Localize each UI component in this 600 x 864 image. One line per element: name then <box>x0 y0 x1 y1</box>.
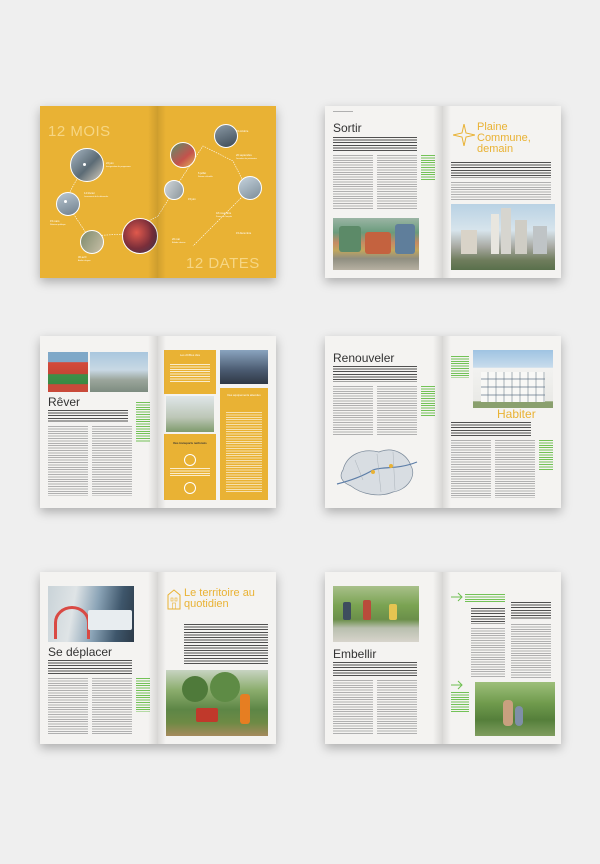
big-title-12-dates: 12 DATES <box>186 255 260 272</box>
photo-circle-mural <box>170 142 196 168</box>
spread-renouveler[interactable] <box>325 336 561 508</box>
intro-paragraph <box>333 662 417 676</box>
intro-paragraph <box>48 410 128 422</box>
big-title-12-mois: 12 MOIS <box>48 123 111 140</box>
sidebar-green-notes <box>421 155 435 181</box>
section-title-rever: Rêver <box>48 395 81 409</box>
key-figures-box <box>164 350 216 500</box>
photo-train-station <box>48 586 134 642</box>
page-right <box>158 336 276 508</box>
photo-circle-street <box>164 180 184 200</box>
page-left <box>325 336 443 508</box>
spread-12-mois[interactable] <box>40 106 276 278</box>
transport-list <box>170 468 210 476</box>
equipment-box <box>220 388 268 500</box>
intro-paragraph <box>333 366 417 382</box>
photo-circle-architecture <box>238 176 262 200</box>
section-title-renouveler: Renouveler <box>333 351 395 365</box>
body-column-1 <box>48 678 88 734</box>
section-title-territoire: Le territoire au quotidien <box>184 587 255 610</box>
building-icon <box>166 588 182 610</box>
key-figures-heading: Les chiffres clés <box>179 353 200 357</box>
event-date-10: 15 décembre <box>236 232 252 235</box>
transport-heading: Des transports renforcés <box>173 441 207 445</box>
event-date-9: 18 novembre <box>216 212 232 215</box>
page-left <box>325 572 443 744</box>
key-figures-list <box>170 364 210 382</box>
body-column-2 <box>377 155 417 209</box>
timeline-dot <box>83 163 86 166</box>
photo-circle-tower <box>56 192 80 216</box>
event-date-1: 22 juin <box>106 162 114 165</box>
photo-circle-crowd <box>214 124 238 148</box>
spread-se-deplacer[interactable] <box>40 572 276 744</box>
page-left <box>40 106 158 278</box>
page-left <box>40 336 158 508</box>
intro-paragraph <box>184 624 268 664</box>
photo-circle-people <box>80 230 104 254</box>
equipment-heading: Des équipements attendus <box>227 393 261 397</box>
arrow-right-icon-2 <box>451 680 463 690</box>
event-date-11: 20 mai <box>172 238 180 241</box>
event-text-7: Saison culturelle <box>198 176 213 178</box>
body-column-1 <box>333 155 373 209</box>
event-date-3: 15 mars <box>50 220 60 223</box>
metro-icon <box>184 454 196 466</box>
event-date-8: 15 juin <box>188 198 196 201</box>
photo-street-art-crowd <box>333 218 419 270</box>
page-right <box>158 106 276 278</box>
event-date-2: 14 février <box>84 192 95 195</box>
event-text-2: Lancement de la démarche <box>84 196 109 198</box>
quote-left <box>471 608 505 624</box>
event-text-5: Journées du patrimoine <box>236 158 257 160</box>
intro-paragraph <box>451 422 531 436</box>
body-column-2 <box>92 678 132 734</box>
tram-icon <box>184 482 196 494</box>
body-column-1 <box>451 440 491 498</box>
equipment-list <box>226 412 262 492</box>
section-title-plaine-commune: Plaine Commune, demain <box>477 121 531 155</box>
photo-housing-render <box>166 396 214 432</box>
event-date-4: 30 avril <box>78 256 87 259</box>
sub-box-white <box>164 394 216 434</box>
arrow-right-icon <box>451 592 463 602</box>
timeline-dot <box>64 200 67 203</box>
photo-stadium <box>48 352 88 392</box>
spread-embellir[interactable] <box>325 572 561 744</box>
page-left <box>40 572 158 744</box>
section-title-habiter: Habiter <box>497 407 536 421</box>
body-text <box>451 182 551 200</box>
photo-circle-event <box>122 218 158 254</box>
photo-gardener <box>166 670 268 736</box>
event-date-7: 6 juillet <box>198 172 207 175</box>
body-column-1 <box>471 628 505 678</box>
photo-riverside <box>90 352 148 392</box>
intro-paragraph <box>333 137 417 151</box>
section-title-sortir: Sortir <box>333 121 362 135</box>
body-column-1 <box>333 680 373 734</box>
event-date-6: 15 octobre <box>236 130 249 133</box>
running-header <box>333 111 353 113</box>
event-text-4: Atelier citoyen <box>78 260 91 262</box>
sidebar-green-notes <box>451 356 469 378</box>
photo-family-forest <box>475 682 555 736</box>
photo-white-housing <box>473 350 553 408</box>
sidebar-green-notes <box>136 678 150 712</box>
page-right <box>443 106 561 278</box>
event-text-11: Balade urbaine <box>172 242 186 244</box>
star-icon <box>453 124 475 146</box>
event-text-3: Réunion publique <box>50 224 66 226</box>
body-column-1 <box>333 386 373 436</box>
territory-map <box>333 440 419 500</box>
intro-paragraph <box>451 162 551 178</box>
body-column-2 <box>377 386 417 436</box>
page-left <box>325 106 443 278</box>
spread-sortir[interactable] <box>325 106 561 278</box>
photo-city-skyline <box>451 204 555 270</box>
sidebar-green-notes <box>451 692 469 712</box>
body-column-2 <box>377 680 417 734</box>
event-date-5: 20 septembre <box>236 154 252 157</box>
section-title-se-deplacer: Se déplacer <box>48 645 113 659</box>
body-column-2 <box>495 440 535 498</box>
sidebar-green-notes <box>421 386 435 416</box>
event-text-1: Inauguration du programme <box>106 166 131 168</box>
photo-circle-buildings <box>70 148 104 182</box>
quote-right <box>511 602 551 620</box>
page-right <box>443 336 561 508</box>
sidebar-green-notes <box>136 402 150 442</box>
photo-community-garden <box>333 586 419 642</box>
intro-paragraph <box>48 660 132 674</box>
event-text-9: Forum de l'emploi <box>216 216 232 218</box>
section-title-embellir: Embellir <box>333 647 377 661</box>
page-right <box>443 572 561 744</box>
body-column-1 <box>48 426 88 496</box>
body-column-2 <box>511 624 551 678</box>
page-right <box>158 572 276 744</box>
green-heading <box>465 594 505 602</box>
spread-rever[interactable] <box>40 336 276 508</box>
photo-evening-city <box>220 350 268 384</box>
body-column-2 <box>92 426 132 496</box>
sidebar-green-notes-2 <box>539 440 553 470</box>
